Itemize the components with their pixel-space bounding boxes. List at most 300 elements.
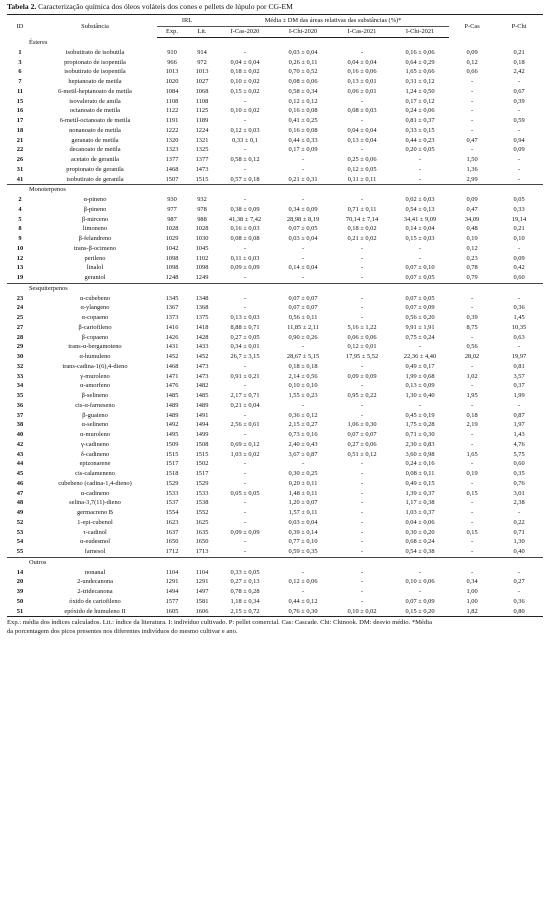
cell-value: 0,78 ± 0,28 xyxy=(230,588,260,595)
cell-value: 1533 xyxy=(195,489,209,497)
cell-value: 1489 xyxy=(195,401,209,409)
cell-substance: farnesol xyxy=(84,548,106,555)
footnote-line-1: Exp.: média dos índices calculados. Lit.: índice da literatura. I: indivíduo cultivado. P: pellet comercial. Cas: Cascade. Chi: Chinook. DM: desvio médio. *Média xyxy=(7,619,433,627)
cell-id: 25 xyxy=(16,314,24,321)
cell-value: - xyxy=(517,78,521,85)
cell-id: 41 xyxy=(16,175,24,183)
cell-value: 0,76 xyxy=(513,479,525,487)
caption-text: Caracterização química dos óleos voláteis dos cones e pellets de lúpulo por CG-EM xyxy=(38,2,293,11)
cell-value: 1,99 xyxy=(513,392,525,399)
cell-value: - xyxy=(470,440,474,448)
cell-value: - xyxy=(301,588,305,595)
cell-value: - xyxy=(301,196,305,203)
cell-value: 0,12 ± 0,12 xyxy=(288,97,318,105)
cell-value: 0,49 ± 0,15 xyxy=(405,479,435,487)
cell-value: 0,09 ± 0,09 xyxy=(347,372,377,380)
table-row xyxy=(7,391,543,401)
cell-substance: β-mirceno xyxy=(81,215,109,223)
cell-value: 0,39 ± 0,14 xyxy=(288,528,318,536)
cell-value: - xyxy=(360,588,364,595)
table-row xyxy=(7,294,543,304)
cell-value: 1416 xyxy=(165,323,179,331)
table-row xyxy=(7,333,543,343)
cell-value: - xyxy=(517,175,521,183)
cell-value: 1,39 ± 0,37 xyxy=(405,489,435,497)
cell-value: 930 xyxy=(167,196,177,203)
cell-value: 1,02 xyxy=(466,372,478,380)
cell-value: 0,09 xyxy=(466,48,478,56)
cell-value: 1108 xyxy=(165,97,179,105)
cell-value: 0,44 ± 0,33 xyxy=(288,136,318,144)
cell-value: 1494 xyxy=(165,588,179,595)
cell-value: 1,06 ± 0,30 xyxy=(347,421,377,429)
cell-value: - xyxy=(360,470,364,477)
cell-value: - xyxy=(418,165,422,173)
cell-substance: cis-α-farneseno xyxy=(75,401,115,409)
cell-value: - xyxy=(470,146,474,154)
cell-value: - xyxy=(360,254,364,262)
cell-value: 28,67 ± 5,15 xyxy=(286,353,320,360)
cell-value: 1028 xyxy=(195,225,209,233)
group-row xyxy=(7,557,543,567)
cell-value: 0,18 xyxy=(466,411,478,419)
cell-value: 0,27 ± 0,06 xyxy=(347,440,377,448)
cell-id: 27 xyxy=(16,323,24,331)
cell-value: 0,34 xyxy=(466,578,478,586)
cell-value: 988 xyxy=(197,215,207,223)
cell-id: 30 xyxy=(16,353,24,360)
cell-value: 1027 xyxy=(195,78,209,85)
cell-value: 0,91 ± 0,21 xyxy=(230,372,260,380)
cell-value: 0,02 ± 0,03 xyxy=(405,196,435,203)
cell-value: 0,12 ± 0,06 xyxy=(288,578,318,586)
header-id: ID xyxy=(7,15,33,38)
caption-label: Tabela 2. xyxy=(7,2,37,11)
cell-value: 1495 xyxy=(165,431,179,438)
cell-value: 0,12 ± 0,01 xyxy=(347,343,377,351)
cell-value: 1013 xyxy=(165,68,179,76)
cell-value: 1473 xyxy=(195,165,209,173)
cell-value: 0,94 xyxy=(513,136,525,144)
table-row xyxy=(7,547,543,557)
cell-value: 0,39 xyxy=(513,97,525,105)
cell-id: 21 xyxy=(16,136,24,144)
cell-value: 0,08 ± 0,11 xyxy=(405,470,435,477)
cell-value: 1,30 xyxy=(513,538,525,546)
cell-value: 0,25 ± 0,06 xyxy=(347,156,377,163)
cell-value: 0,05 ± 0,05 xyxy=(230,489,260,497)
table-row xyxy=(7,116,543,126)
cell-value: - xyxy=(470,568,474,576)
cell-value: 0,81 xyxy=(513,362,525,370)
cell-value: 1320 xyxy=(165,136,179,144)
cell-value: 8,88 ± 0,71 xyxy=(230,323,260,331)
cell-value: 11,85 ± 2,11 xyxy=(287,323,319,331)
cell-substance: decanoato de metila xyxy=(69,146,121,154)
cell-value: 1473 xyxy=(195,362,209,370)
cell-value: 5,75 xyxy=(513,450,525,458)
cell-value: 0,79 xyxy=(466,274,478,281)
cell-substance: γ-cadineno xyxy=(80,440,110,448)
table-row xyxy=(7,244,543,254)
cell-value: 0,12 ± 0,03 xyxy=(230,126,260,134)
cell-value: 0,87 xyxy=(513,411,525,419)
cell-value: 1,97 xyxy=(513,421,525,429)
cell-value: - xyxy=(418,568,422,576)
cell-value: 0,07 ± 0,07 xyxy=(288,294,318,302)
cell-value: 0,80 xyxy=(495,607,543,617)
cell-value: 0,90 ± 0,26 xyxy=(288,333,318,341)
cell-value: 1323 xyxy=(165,146,179,154)
cell-substance: germacreno B xyxy=(76,509,114,516)
cell-value: - xyxy=(517,401,521,409)
cell-value: 0,38 ± 0,09 xyxy=(230,205,260,213)
cell-value: 1,65 xyxy=(466,450,478,458)
cell-value: 1,36 xyxy=(466,165,478,173)
cell-substance: epóxido de humuleno II xyxy=(33,607,157,617)
cell-id: 14 xyxy=(16,568,24,576)
cell-value: 1471 xyxy=(165,372,179,380)
cell-value: 1552 xyxy=(195,509,209,516)
cell-substance: geranato de metila xyxy=(71,136,119,144)
header-icas2020: I-Cas-2020 xyxy=(217,27,273,38)
cell-value: 1491 xyxy=(195,411,209,419)
cell-id: 1 xyxy=(18,48,22,56)
cell-value: 0,66 xyxy=(466,68,478,76)
cell-value: - xyxy=(243,97,247,105)
cell-substance: heptanoato de metila xyxy=(68,78,122,85)
cell-value: 0,73 ± 0,16 xyxy=(288,431,318,438)
cell-value: - xyxy=(360,518,364,526)
cell-value: 0,07 ± 0,07 xyxy=(288,304,318,312)
cell-value: 1,55 ± 0,23 xyxy=(288,392,318,399)
table-row xyxy=(7,224,543,234)
table-row xyxy=(7,518,543,528)
cell-id: 47 xyxy=(16,489,24,497)
cell-value: 1497 xyxy=(195,588,209,595)
table-row xyxy=(7,136,543,146)
cell-value: - xyxy=(360,460,364,468)
cell-value: 0,70 ± 0,52 xyxy=(288,68,318,76)
cell-value: 1554 xyxy=(165,509,179,516)
cell-value: 914 xyxy=(197,48,207,56)
cell-value: - xyxy=(243,294,247,302)
cell-value: 0,16 ± 0,06 xyxy=(347,68,377,76)
cell-value: - xyxy=(243,362,247,370)
cell-value: - xyxy=(470,431,474,438)
cell-value: 1104 xyxy=(165,568,179,576)
cell-id: 10 xyxy=(16,244,24,252)
group-row xyxy=(7,283,543,293)
cell-value: 1377 xyxy=(165,156,179,163)
table-row xyxy=(7,87,543,97)
cell-id: 42 xyxy=(16,440,24,448)
cell-value: 0,09 xyxy=(466,196,478,203)
cell-value: 1028 xyxy=(165,225,179,233)
cell-value: 1452 xyxy=(195,353,209,360)
cell-value: - xyxy=(470,548,474,555)
cell-value: 0,26 ± 0,11 xyxy=(288,58,318,66)
cell-substance: δ-cadineno xyxy=(80,450,110,458)
cell-id: 54 xyxy=(16,538,24,546)
cell-value: 1529 xyxy=(165,479,179,487)
cell-id: 38 xyxy=(16,421,24,429)
cell-value: 1625 xyxy=(195,518,209,526)
cell-id: 31 xyxy=(16,165,24,173)
cell-substance: β-selineno xyxy=(81,392,109,399)
cell-value: 1509 xyxy=(165,440,179,448)
cell-value: 0,21 xyxy=(513,48,525,56)
cell-value: 1476 xyxy=(165,382,179,390)
cell-id: 49 xyxy=(16,509,24,516)
cell-value: 1537 xyxy=(165,499,179,507)
cell-value: 0,12 xyxy=(466,58,478,66)
cell-value: 1098 xyxy=(165,254,179,262)
cell-substance: α-selineno xyxy=(81,421,109,429)
cell-id: 11 xyxy=(16,87,24,95)
cell-value: - xyxy=(418,588,422,595)
cell-value: 0,15 ± 0,02 xyxy=(230,87,260,95)
cell-value: 1518 xyxy=(165,470,179,477)
cell-value: 0,44 ± 0,12 xyxy=(288,597,318,605)
cell-value: 0,36 ± 0,12 xyxy=(288,411,318,419)
cell-value: 1102 xyxy=(195,254,209,262)
cell-value: 0,06 ± 0,01 xyxy=(347,87,377,95)
cell-value: 1499 xyxy=(195,431,209,438)
cell-value: 0,07 ± 0,05 xyxy=(405,294,435,302)
cell-value: 3,57 xyxy=(513,372,525,380)
cell-value: 1712 xyxy=(165,548,179,555)
cell-value: 2,14 ± 0,56 xyxy=(288,372,318,380)
cell-substance: α-humuleno xyxy=(79,353,111,360)
cell-substance: octanoato de metila xyxy=(69,107,121,115)
cell-value: 0,57 ± 0,18 xyxy=(230,175,260,183)
cell-value: 1605 xyxy=(157,607,187,617)
cell-value: - xyxy=(470,382,474,390)
cell-value: 0,10 ± 0,02 xyxy=(333,607,391,617)
header-pchi: P-Chi xyxy=(495,15,543,38)
cell-value: 1042 xyxy=(165,244,179,252)
cell-value: 0,05 xyxy=(513,196,525,203)
cell-substance: trans-cadina-1(6),4-dieno xyxy=(62,362,128,370)
cell-value: 0,36 xyxy=(513,304,525,312)
cell-value: 1373 xyxy=(165,314,179,321)
cell-value: 0,78 xyxy=(466,264,478,272)
table-row xyxy=(7,126,543,136)
cell-value: - xyxy=(470,304,474,312)
cell-id: 17 xyxy=(16,117,24,124)
cell-value: - xyxy=(517,156,521,163)
cell-substance: β-pineno xyxy=(83,205,107,213)
cell-substance: α-ylangeno xyxy=(80,304,110,312)
footnote-line-2: da porcentagem dos picos presentes nos diferentes indivíduos do mesmo cultivar e ano. xyxy=(7,627,238,635)
header-exp: Exp. xyxy=(157,27,187,38)
cell-value: 1125 xyxy=(195,107,209,115)
cell-id: 16 xyxy=(16,107,24,115)
cell-value: 2,99 xyxy=(466,175,478,183)
cell-value: 910 xyxy=(167,48,177,56)
cell-value: 41,38 ± 7,42 xyxy=(228,215,262,223)
cell-value: 0,13 ± 0,09 xyxy=(405,382,435,390)
table-row xyxy=(7,537,543,547)
cell-value: 0,95 ± 0,22 xyxy=(347,392,377,399)
cell-value: - xyxy=(470,78,474,85)
cell-value: 2,30 ± 0,83 xyxy=(405,440,435,448)
cell-value: 0,37 xyxy=(513,382,525,390)
table-row xyxy=(7,77,543,87)
cell-value: - xyxy=(301,568,305,576)
cell-value: - xyxy=(360,264,364,272)
cell-value: 0,10 ± 0,06 xyxy=(405,578,435,586)
cell-value: 1489 xyxy=(165,401,179,409)
cell-value: 0,14 ± 0,04 xyxy=(288,264,318,272)
cell-value: 0,19 xyxy=(466,470,478,477)
cell-value: 0,67 xyxy=(513,87,525,95)
cell-value: - xyxy=(301,244,305,252)
cell-value: - xyxy=(360,499,364,507)
cell-value: 1,30 ± 0,40 xyxy=(405,392,435,399)
cell-value: 17,95 ± 5,52 xyxy=(345,353,379,360)
cell-value: 1,48 ± 0,11 xyxy=(288,489,318,497)
cell-id: 34 xyxy=(16,382,24,390)
cell-value: 34,41 ± 9,09 xyxy=(403,215,437,223)
cell-value: - xyxy=(301,165,305,173)
cell-value: - xyxy=(470,126,474,134)
cell-substance: 1-epi-cubenol xyxy=(77,518,113,526)
cell-substance: α-cadineno xyxy=(80,489,110,497)
cell-value: 0,09 ± 0,09 xyxy=(230,528,260,536)
cell-value: 1473 xyxy=(195,372,209,380)
cell-value: 1581 xyxy=(195,597,209,605)
cell-value: 0,13 ± 0,03 xyxy=(230,314,260,321)
cell-value: 0,44 ± 0,23 xyxy=(405,136,435,144)
cell-value: 0,58 ± 0,34 xyxy=(288,87,318,95)
cell-value: 1494 xyxy=(195,421,209,429)
cell-value: 932 xyxy=(197,196,207,203)
cell-value: - xyxy=(360,509,364,516)
cell-value: 0,23 xyxy=(466,254,478,262)
cell-value: - xyxy=(360,97,364,105)
cell-value: 0,10 xyxy=(513,235,525,242)
cell-value: - xyxy=(301,156,305,163)
cell-substance: linalol xyxy=(86,264,104,272)
cell-value: 26,7 ± 3,15 xyxy=(230,353,260,360)
cell-value: 0,17 ± 0,09 xyxy=(288,146,318,154)
cell-value: 0,04 ± 0,06 xyxy=(405,518,435,526)
cell-id: 13 xyxy=(16,264,24,272)
header-icas2021: I-Cas-2021 xyxy=(333,27,391,38)
cell-value: 1713 xyxy=(195,548,209,555)
cell-value: - xyxy=(360,196,364,203)
cell-value: 1,95 xyxy=(466,392,478,399)
cell-value: 0,16 ± 0,08 xyxy=(288,107,318,115)
cell-value: - xyxy=(243,165,247,173)
cell-value: - xyxy=(360,411,364,419)
cell-substance: nonanal xyxy=(84,568,106,576)
cell-value: 0,27 xyxy=(513,578,525,586)
cell-value: 0,64 ± 0,29 xyxy=(405,58,435,66)
table-row xyxy=(7,372,543,382)
cell-id: 37 xyxy=(16,411,24,419)
cell-id: 28 xyxy=(16,333,24,341)
cell-value: 0,13 ± 0,04 xyxy=(347,136,377,144)
cell-value: - xyxy=(243,431,247,438)
cell-value: 0,16 ± 0,03 xyxy=(230,225,260,233)
cell-substance: β-guaieno xyxy=(82,411,108,419)
cell-value: - xyxy=(243,244,247,252)
cell-value: - xyxy=(517,294,521,302)
cell-value: 9,91 ± 1,91 xyxy=(405,323,435,331)
table-row xyxy=(7,489,543,499)
cell-value: 0,24 ± 0,06 xyxy=(405,107,435,115)
cell-value: 1122 xyxy=(165,107,179,115)
cell-value: - xyxy=(360,294,364,302)
data-table xyxy=(7,14,543,617)
cell-substance: selina-3,7(11)-dieno xyxy=(69,499,121,507)
cell-value: 0,09 xyxy=(513,146,525,154)
cell-substance: 6-metil-octanoato de metila xyxy=(59,117,131,124)
cell-value: 1,03 ± 0,02 xyxy=(230,450,260,458)
table-row xyxy=(7,175,543,185)
cell-id: 53 xyxy=(16,528,24,536)
cell-value: - xyxy=(517,509,521,516)
table-row xyxy=(7,469,543,479)
table-row xyxy=(7,450,543,460)
cell-value: - xyxy=(360,244,364,252)
cell-value: 1,65 ± 0,66 xyxy=(405,68,435,76)
header-lit: Lit. xyxy=(187,27,217,38)
cell-value: 0,15 xyxy=(466,528,478,536)
cell-value: - xyxy=(360,597,364,605)
cell-value: - xyxy=(360,548,364,555)
cell-value: 0,56 ± 0,20 xyxy=(405,314,435,321)
cell-id: 6 xyxy=(18,68,22,76)
cell-value: 0,59 ± 0,35 xyxy=(288,548,318,555)
cell-substance: τ-cadinol xyxy=(83,528,107,536)
cell-value: 0,04 ± 0,04 xyxy=(347,126,377,134)
cell-id: 50 xyxy=(16,597,24,605)
cell-value: 0,51 ± 0,12 xyxy=(347,450,377,458)
cell-substance: geraniol xyxy=(84,274,106,281)
cell-substance: β-felandreno xyxy=(78,235,112,242)
cell-value: - xyxy=(243,460,247,468)
cell-value: 0,60 xyxy=(513,274,525,281)
cell-value: - xyxy=(360,314,364,321)
cell-value: - xyxy=(517,343,521,351)
cell-value: 3,01 xyxy=(513,489,525,497)
cell-value: 0,42 xyxy=(513,264,525,272)
cell-substance: propionato de isopentila xyxy=(64,58,126,66)
cell-substance: α-muroleno xyxy=(80,431,110,438)
cell-value: - xyxy=(360,304,364,312)
table-row xyxy=(7,420,543,430)
cell-value: - xyxy=(360,382,364,390)
cell-value: 1368 xyxy=(195,304,209,312)
group-label: Monoterpenos xyxy=(7,185,543,195)
cell-value: 1291 xyxy=(165,578,179,586)
table-row xyxy=(7,313,543,323)
cell-value: - xyxy=(243,518,247,526)
cell-value: - xyxy=(301,274,305,281)
cell-substance: isobutirato de geranila xyxy=(66,175,124,183)
cell-value: 987 xyxy=(167,215,177,223)
cell-value: 1,75 ± 0,28 xyxy=(405,421,435,429)
table-row xyxy=(7,479,543,489)
table-row xyxy=(7,145,543,155)
cell-value: 0,09 ± 0,09 xyxy=(230,264,260,272)
table-row xyxy=(7,234,543,244)
header-pcas: P-Cas xyxy=(449,15,495,38)
